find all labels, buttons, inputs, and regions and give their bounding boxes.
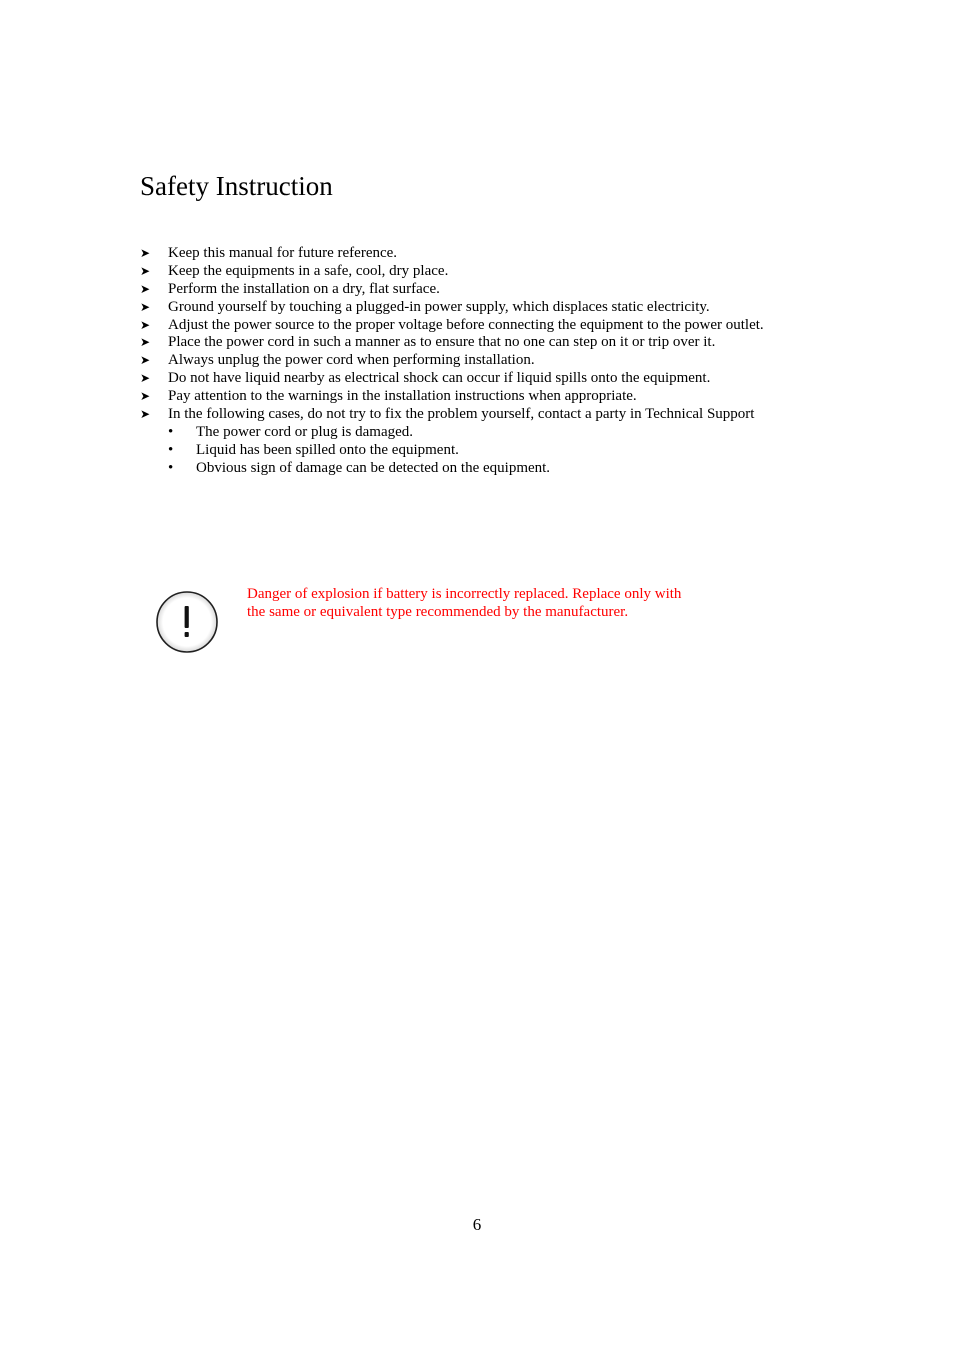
arrowhead-bullet-icon: ➤ [140,299,151,314]
list-item: ➤ In the following cases, do not try to fix the problem yourself, contact a party in Technical Support [140,406,755,423]
sub-list-item: • The power cord or plug is damaged. [168,423,414,440]
safety-instruction-list [140,245,840,478]
arrowhead-bullet-icon: ➤ [140,353,151,368]
list-item: ➤ Keep the equipments in a safe, cool, dry place. [140,262,449,279]
arrowhead-bullet-icon: ➤ [140,389,151,404]
list-item: ➤ Always unplug the power cord when performing installation. [140,352,535,369]
warning-line: Danger of explosion if battery is incorrectly replaced. Replace only with [247,586,682,602]
list-item: ➤ Do not have liquid nearby as electrical shock can occur if liquid spills onto the equipment. [140,370,711,387]
list-item: ➤ Pay attention to the warnings in the installation instructions when appropriate. [140,388,637,405]
sub-list-item: • Liquid has been spilled onto the equipment. [168,441,459,458]
page-title: Safety Instruction [140,171,333,201]
bullet-icon: • [168,441,174,458]
arrowhead-bullet-icon: ➤ [140,246,151,260]
arrowhead-bullet-icon: ➤ [140,281,151,296]
warning-line: the same or equivalent type recommended by the manufacturer. [247,604,629,620]
page-number: 6 [472,1215,482,1234]
arrowhead-bullet-icon: ➤ [140,407,151,422]
list-item: ➤ Perform the installation on a dry, flat surface. [140,280,440,297]
list-item: ➤ Place the power cord in such a manner as to ensure that no one can step on it or trip over it. [140,334,716,351]
arrowhead-bullet-icon: ➤ [140,263,151,278]
battery-warning [247,585,747,621]
list-item: ➤ Ground yourself by touching a plugged-in power supply, which displaces static electricity. [140,298,710,315]
arrowhead-bullet-icon: ➤ [140,335,151,350]
arrowhead-bullet-icon: ➤ [140,371,151,386]
list-item: ➤ Keep this manual for future reference. [140,245,398,261]
bullet-icon: • [168,459,174,476]
exclamation-circle-icon [152,588,222,658]
bullet-icon: • [168,423,174,440]
sub-list-item: • Obvious sign of damage can be detected on the equipment. [168,459,551,476]
arrowhead-bullet-icon: ➤ [140,317,151,332]
list-item: ➤ Adjust the power source to the proper voltage before connecting the equipment to the power outlet. [140,316,764,333]
